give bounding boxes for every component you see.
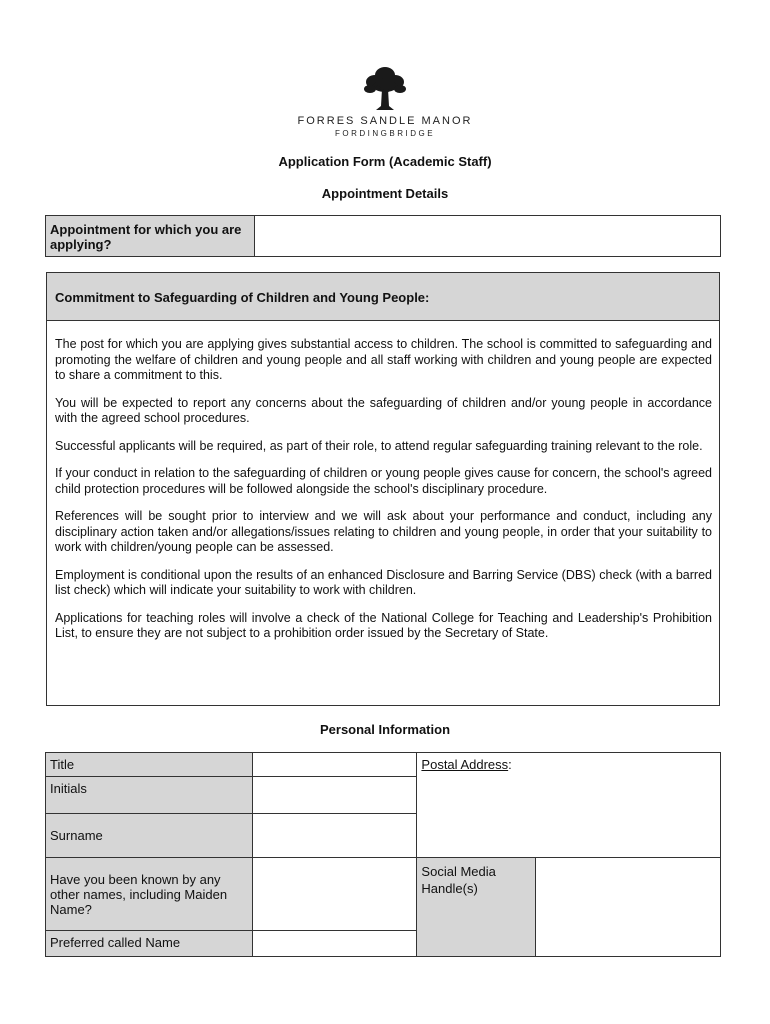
safeguarding-body (47, 321, 719, 642)
surname-label: Surname (46, 814, 253, 858)
safeguarding-heading: Commitment to Safeguarding of Children and Young People: (47, 273, 719, 321)
postal-address-label: Postal Address (421, 757, 509, 772)
personal-info-table (45, 752, 721, 957)
title-label: Title (46, 753, 253, 777)
safeguarding-paragraph: The post for which you are applying gives substantial access to children. The school is committed to safeguarding and promoting the welfare of children and young people and all staff working with children and young people are expected to share a commitment to this. (55, 337, 712, 382)
initials-input[interactable] (252, 777, 417, 814)
preferred-name-input[interactable] (252, 931, 417, 957)
form-title: Application Form (Academic Staff) (278, 154, 492, 169)
surname-input[interactable] (252, 814, 417, 858)
tree-icon (362, 62, 408, 112)
appointment-heading: Appointment Details (321, 186, 449, 201)
safeguarding-paragraph: You will be expected to report any concerns about the safeguarding of children and/or young people in accordance with the agreed school procedures. (55, 395, 712, 425)
other-names-input[interactable] (252, 858, 417, 931)
school-town: FORDINGBRIDGE (334, 129, 436, 138)
appointment-input[interactable] (255, 216, 721, 257)
personal-info-heading: Personal Information (319, 722, 451, 737)
school-logo (0, 62, 770, 112)
safeguarding-paragraph: References will be sought prior to interview and we will ask about your performance and conduct, including any disciplinary action taken and/or allegations/issues relating to children and young people, in order that your suitability to work with children/young people can be assessed. (55, 509, 712, 554)
safeguarding-paragraph: Applications for teaching roles will involve a check of the National College for Teaching and Leadership's Prohibition List, to ensure they are not subject to a prohibition order issued by the Secretary of State. (55, 610, 712, 640)
initials-label: Initials (46, 777, 253, 814)
safeguarding-paragraph: Employment is conditional upon the results of an enhanced Disclosure and Barring Service (DBS) check (with a barred list check) which will indicate your suitability to work with children. (55, 567, 712, 597)
postal-address-cell[interactable] (417, 753, 721, 858)
title-input[interactable] (252, 753, 417, 777)
school-name: FORRES SANDLE MANOR (297, 115, 473, 127)
appointment-table (45, 215, 721, 257)
safeguarding-paragraph: Successful applicants will be required, as part of their role, to attend regular safeguarding training relevant to the role. (55, 438, 703, 453)
postal-address-colon: : (508, 757, 512, 772)
other-names-label: Have you been known by any other names, including Maiden Name? (46, 858, 253, 931)
safeguarding-paragraph: If your conduct in relation to the safeguarding of children or young people gives cause for concern, the school's agreed child protection procedures will be followed alongside the school's disciplinary procedure. (55, 466, 712, 496)
safeguarding-box (46, 272, 720, 706)
social-media-input[interactable] (536, 858, 721, 957)
appointment-label: Appointment for which you are applying? (46, 216, 255, 257)
preferred-name-label: Preferred called Name (46, 931, 253, 957)
social-media-label: Social Media Handle(s) (417, 858, 536, 957)
